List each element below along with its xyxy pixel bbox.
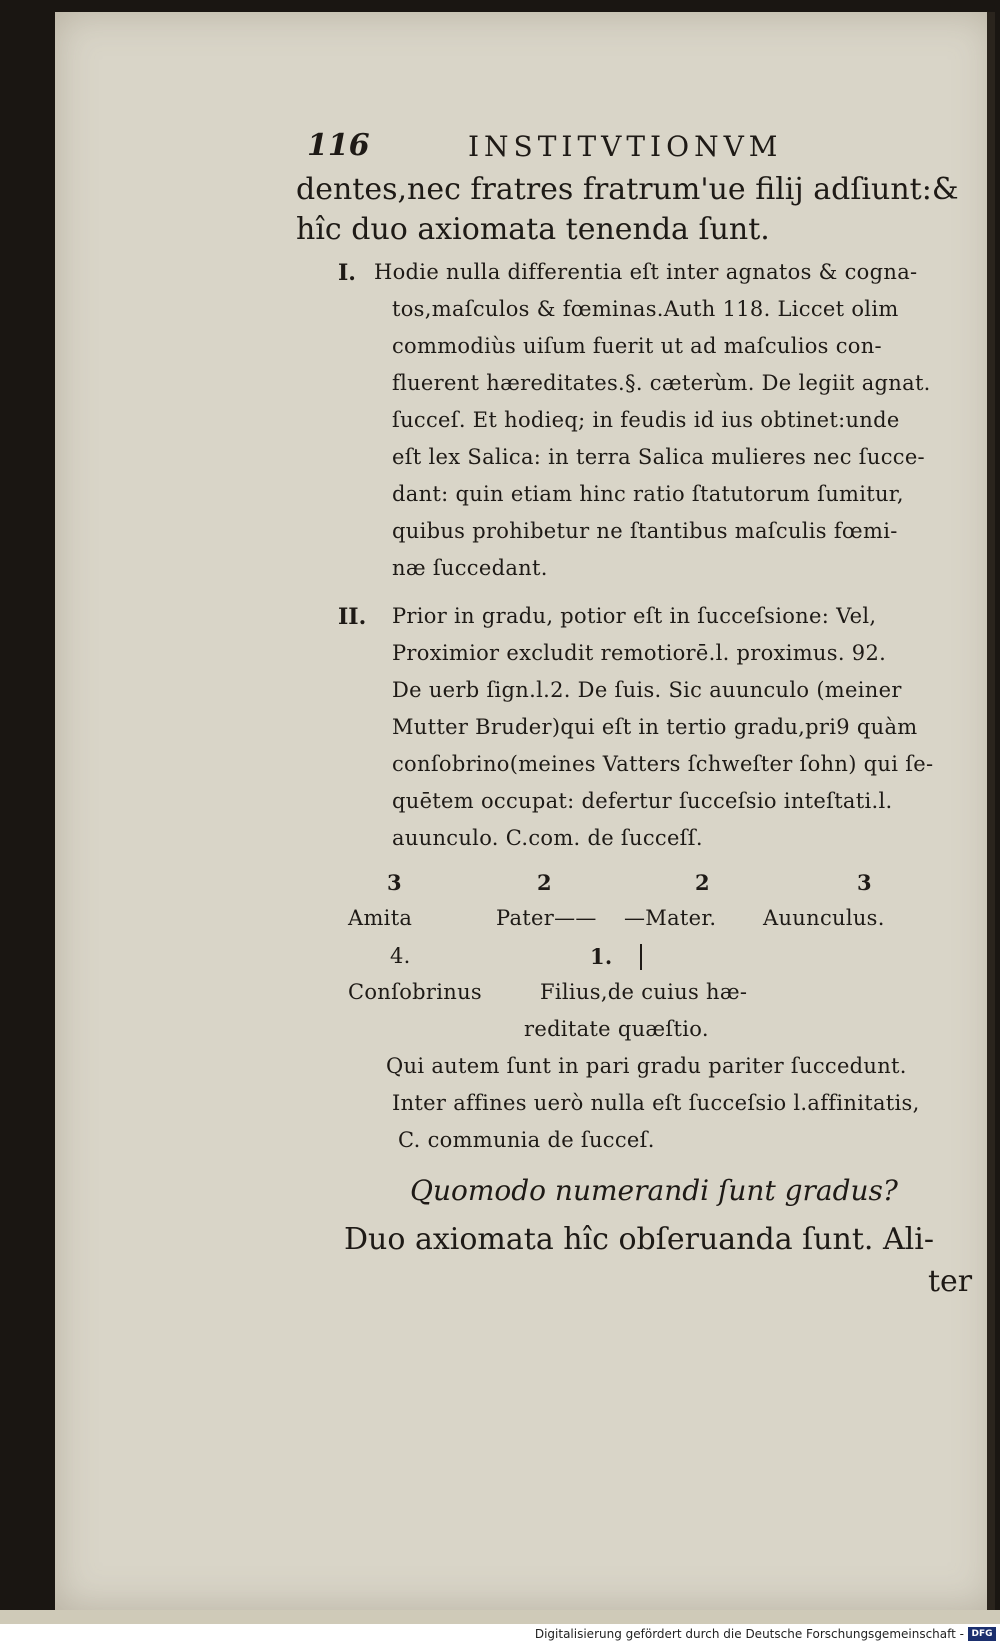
item-line: De uerb ſign.l.2. De ſuis. Sic auunculo (meiner [392,678,902,702]
item-numeral: I. [338,260,356,286]
kin-pater: Pater—— [496,906,597,930]
kin-amita: Amita [348,906,413,930]
page-spine [987,12,995,1610]
dfg-logo: DFG [968,1627,996,1641]
item-line: Proximior excludit remotiorē.l. proximus. 92. [392,641,887,665]
page-number: 116 [307,128,370,163]
kin-filius: reditate quæſtio. [524,1017,709,1041]
item-line: næ ſuccedant. [392,556,548,580]
degree-number-filius: 1. [590,944,613,969]
item-line: fluerent hæreditates.§. cæterùm. De legiit agnat. [392,371,931,395]
item-line: eſt lex Salica: in terra Salica mulieres nec ſucce- [392,445,925,469]
kin-mater: —Mater. [624,906,717,930]
scan-edge [0,1610,1000,1624]
degree-number-mater: 2 [695,870,710,895]
item-numeral: II. [338,604,367,630]
question-heading: Quomodo numerandi ſunt gradus? [410,1174,898,1207]
body-line: Inter affines uerò nulla eſt ſucceſsio l.affinitatis, [392,1091,920,1115]
item-line: auunculo. C.com. de ſucceſſ. [392,826,703,850]
kin-filius: Filius,de cuius hæ- [540,980,748,1004]
item-line: dant: quin etiam hinc ratio ſtatutorum ſumitur, [392,482,904,506]
item-line: commodiùs uiſum fuerit ut ad maſculios con- [392,334,882,358]
degree-number-pater: 2 [537,870,552,895]
degree-number-auunculus: 3 [857,870,872,895]
kin-consobrinus: Conſobrinus [348,980,482,1004]
item-line: tos,maſculos & fœminas.Auth 118. Liccet olim [392,297,899,321]
intro-line: dentes,nec fratres fratrum'ue filij adſiunt:& [296,172,959,207]
body-line: Qui autem ſunt in pari gradu pariter ſuccedunt. [386,1054,907,1078]
item-line: Hodie nulla differentia eſt inter agnatos & cogna- [374,260,918,284]
footer-bar [0,1624,1000,1646]
item-line: conſobrino(meines Vatters ſchweſter ſohn) qui ſe- [392,752,934,776]
item-line: quibus prohibetur ne ſtantibus maſculis fœmi- [392,519,898,543]
final-line: Duo axiomata hîc obſeruanda ſunt. Ali- [344,1222,934,1257]
degree-number-consobrinus: 4. [390,944,411,968]
body-line: C. communia de ſucceſ. [398,1128,655,1152]
item-line: ſucceſ. Et hodieq; in feudis id ius obtinet:unde [392,408,900,432]
descent-line [640,944,642,970]
item-line: quētem occupat: defertur ſucceſsio inteſtati.l. [392,789,893,813]
kin-auunculus: Auunculus. [763,906,885,930]
intro-line: hîc duo axiomata tenenda ſunt. [296,212,770,247]
item-line: Mutter Bruder)qui eſt in tertio gradu,pri9 quàm [392,715,918,739]
degree-number-amita: 3 [387,870,402,895]
item-line: Prior in gradu, potior eſt in ſucceſsione: Vel, [392,604,877,628]
catchword: ter [928,1264,973,1299]
running-title: INSTITVTIONVM [468,130,783,163]
footer-credit: Digitalisierung gefördert durch die Deutsche Forschungsgemeinschaft - [534,1627,964,1641]
